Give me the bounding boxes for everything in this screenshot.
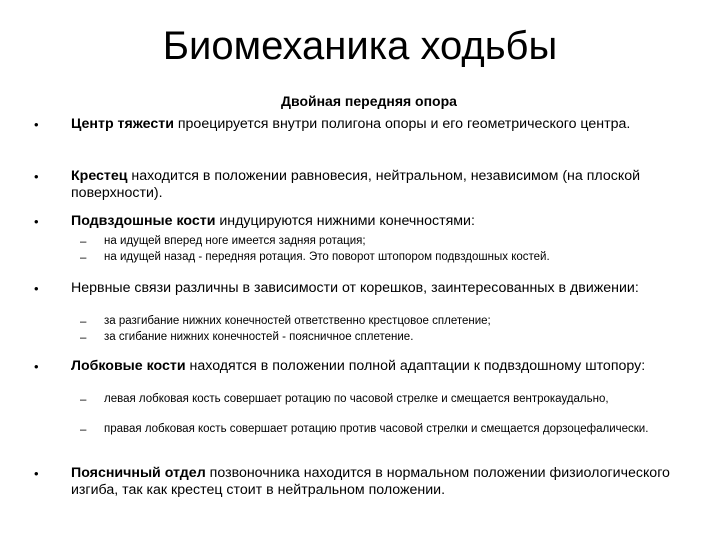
bullet-rest: индуцируются нижними конечностями: xyxy=(215,213,475,229)
bullet-marker: • xyxy=(34,169,39,184)
bullet-rest: проецируется внутри полигона опоры и его геометрического центра. xyxy=(173,116,631,132)
bullet-term: Лобковые кости xyxy=(71,358,186,374)
slide-subtitle: Двойная передняя опора xyxy=(281,93,457,109)
sub-text: на идущей назад - передняя ротация. Это поворот штопором подвздошных костей. xyxy=(104,251,550,263)
dash-marker: – xyxy=(80,332,87,344)
bullet-term: Центр тяжести xyxy=(71,116,174,132)
bullet-term: Подвздошные кости xyxy=(71,213,216,229)
dash-marker: – xyxy=(80,424,87,436)
sub-text: правая лобковая кость совершает ротацию против часовой стрелки и смещается дорзоцефалически. xyxy=(104,423,649,435)
bullet-rest: находятся в положении полной адаптации к подвздошному штопору: xyxy=(185,358,646,374)
bullet-text xyxy=(71,465,671,498)
bullet-term: Крестец xyxy=(71,168,128,184)
bullet-marker: • xyxy=(34,214,39,229)
dash-marker: – xyxy=(80,236,87,248)
bullet-text xyxy=(71,280,671,297)
bullet-rest: Нервные связи различны в зависимости от корешков, заинтересованных в движении: xyxy=(71,280,639,296)
sub-text: за разгибание нижних конечностей ответственно крестцовое сплетение; xyxy=(104,315,491,327)
bullet-marker: • xyxy=(34,359,39,374)
sub-text: за сгибание нижних конечностей - поясничное сплетение. xyxy=(104,331,414,343)
bullet-rest: позвоночника находится в нормальном положении физиологического изгиба, так как крестец стоит в нейтральном положении. xyxy=(71,465,670,498)
bullet-term: Поясничный отдел xyxy=(71,465,206,481)
dash-marker: – xyxy=(80,394,87,406)
bullet-rest: находится в положении равновесия, нейтральном, независимом (на плоской поверхности). xyxy=(71,168,641,201)
dash-marker: – xyxy=(80,252,87,264)
bullet-marker: • xyxy=(34,281,39,296)
bullet-text xyxy=(71,213,671,230)
bullet-text xyxy=(71,168,671,201)
slide-title: Биомеханика ходьбы xyxy=(162,24,558,68)
dash-marker: – xyxy=(80,316,87,328)
bullet-marker: • xyxy=(34,117,39,132)
bullet-text xyxy=(71,358,671,375)
sub-text: на идущей вперед ноге имеется задняя ротация; xyxy=(104,235,366,247)
bullet-marker: • xyxy=(34,466,39,481)
bullet-text xyxy=(71,116,671,133)
sub-text: левая лобковая кость совершает ротацию по часовой стрелке и смещается вентрокаудально, xyxy=(104,393,609,405)
